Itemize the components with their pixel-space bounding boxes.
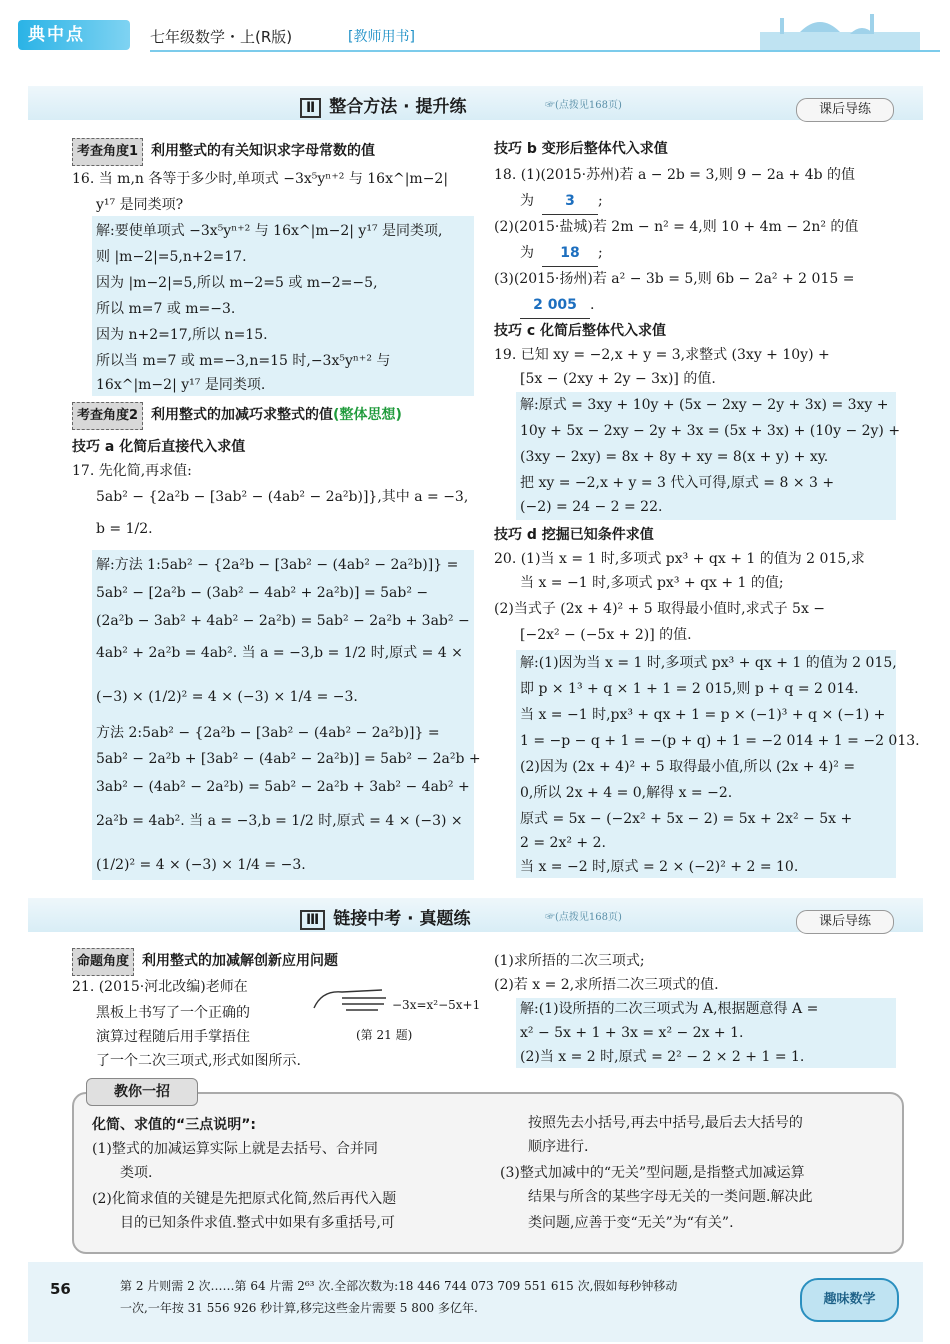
q18-label: 为 (520, 245, 534, 261)
s17-line: 方法 2:5ab² − {2a²b − [3ab² − (4ab² − 2a²b)]} = (96, 725, 440, 741)
tip-right-line: (3)整式加减中的“无关”型问题,是指整式加减运算 (500, 1165, 805, 1181)
tip-right-line: 类问题,应善于变“无关”为“有关”. (528, 1215, 734, 1231)
q19-line-2: [5x − (2xy + 2y − 3x)] 的值. (520, 371, 716, 387)
q21-line: 黑板上书写了一个正确的 (96, 1005, 250, 1021)
section-3-title (300, 904, 471, 930)
tip-left-line: (1)整式的加减运算实际上就是去括号、合并同 (92, 1141, 378, 1157)
s17-line: 2a²b = 4ab². 当 a = −3,b = 1/2 时,原式 = 4 × (−3) × (96, 813, 463, 829)
tip-c: 技巧 c 化简后整体代入求值 (494, 323, 667, 339)
s17-line: (2a²b − 3ab² + 4ab² − 2a²b) = 5ab² − 2a²b + 3ab² − (96, 613, 470, 629)
s17-line: 5ab² − 2a²b + [3ab² − (4ab² − 2a²b)] = 5ab² − 2a²b + (96, 751, 481, 767)
s20-line: 即 p × 1³ + q × 1 + 1 = 2 015,则 p + q = 2 014. (520, 681, 859, 697)
section-2-title (300, 92, 467, 118)
s20-line: 0,所以 2x + 4 = 0,解得 x = −2. (520, 785, 733, 801)
figure-formula: −3x=x²−5x+1 (392, 998, 481, 1012)
footer-line: 一次,一年按 31 556 926 秒计算,移完这些金片需要 5 800 多亿年. (120, 1301, 478, 1315)
s17-line: (1/2)² = 4 × (−3) × 1/4 = −3. (96, 857, 306, 873)
angle-2-heading (72, 402, 402, 430)
section-3-bar (28, 898, 923, 932)
s16-line: 16x^|m−2| y¹⁷ 是同类项. (96, 377, 266, 393)
s20-line: 1 = −p − q + 1 = −(p + q) + 1 = −2 014 + 1 = −2 013. (520, 733, 920, 749)
q17-line-1: 17. 先化简,再求值: (72, 463, 192, 479)
hand-icon (312, 980, 392, 1020)
tip-left-line: 类项. (120, 1165, 153, 1181)
section-3-note: ☞(点拨见168页) (545, 912, 622, 923)
q19-line-1: 19. 已知 xy = −2,x + y = 3,求整式 (3xy + 10y) + (494, 347, 830, 363)
q18-line-2: (2)(2015·盐城)若 2m − n² = 4,则 10 + 4m − 2n² 的值 (494, 219, 859, 235)
tip-left-line: (2)化简求值的关键是先把原式化简,然后再代入题 (92, 1191, 397, 1207)
q21-line: 21. (2015·河北改编)老师在 (72, 979, 248, 995)
s16-line: 所以 m=7 或 m=−3. (96, 301, 236, 317)
proposition-title: 利用整式的加减解创新应用问题 (142, 953, 339, 969)
s20-line: 当 x = −2 时,原式 = 2 × (−2)² + 2 = 10. (520, 859, 799, 875)
angle-2-title: 利用整式的加减巧求整式的值 (151, 407, 334, 423)
s17-line: 5ab² − [2a²b − (3ab² − 4ab² + 2a²b)] = 5ab² − (96, 585, 429, 601)
s17-line: 3ab² − (4ab² − 2a²b) = 5ab² − 2a²b + 3ab² − 4ab² + (96, 779, 470, 795)
tip-right-line: 顺序进行. (528, 1139, 589, 1155)
q18-blank-3: 2 005 . (520, 292, 594, 319)
angle-1-badge: 考查角度1 (72, 138, 143, 166)
q21-line: 了一个二次三项式,形式如图所示. (96, 1053, 301, 1069)
s16-line: 因为 n+2=17,所以 n=15. (96, 327, 268, 343)
s17-line: 4ab² + 2a²b = 4ab². 当 a = −3,b = 1/2 时,原式 = 4 × (96, 645, 463, 661)
q18-blank-1: 为 3 ; (520, 188, 603, 215)
tip-right-line: 结果与所含的某些字母无关的一类问题.解决此 (528, 1189, 813, 1205)
page-number: 56 (50, 1280, 71, 1298)
s20-line: 2 = 2x² + 2. (520, 835, 606, 851)
answer-18-2: 18 (542, 240, 598, 267)
q18-label: 为 (520, 193, 534, 209)
s19-line: 解:原式 = 3xy + 10y + (5x − 2xy − 2y + 3x) = 3xy + (520, 397, 889, 413)
q18-line-1: 18. (1)(2015·苏州)若 a − 2b = 3,则 9 − 2a + 4b 的值 (494, 167, 856, 183)
q21r-line: (1)求所捂的二次三项式; (494, 953, 645, 969)
tip-title: 化简、求值的“三点说明”: (92, 1117, 257, 1133)
q21r-line: (2)若 x = 2,求所捂二次三项式的值. (494, 977, 719, 993)
tip-heading: 教你一招 (86, 1078, 198, 1106)
q20-line: [−2x² − (−5x + 2)] 的值. (520, 627, 692, 643)
s21-line: (2)当 x = 2 时,原式 = 2² − 2 × 2 + 1 = 1. (520, 1049, 805, 1065)
angle-1-title: 利用整式的有关知识求字母常数的值 (151, 143, 376, 159)
proposition-heading (72, 948, 338, 976)
s20-line: (2)因为 (2x + 4)² + 5 取得最小值,所以 (2x + 4)² = (520, 759, 856, 775)
s16-line: 解:要使单项式 −3x⁵yⁿ⁺² 与 16x^|m−2| y¹⁷ 是同类项, (96, 223, 443, 239)
section-2-bar (28, 86, 923, 120)
q16-line-2: y¹⁷ 是同类项? (96, 197, 184, 213)
s17-line: (−3) × (1/2)² = 4 × (−3) × 1/4 = −3. (96, 689, 358, 705)
brand-logo: 典中点 (18, 20, 130, 50)
section-3-roman: Ⅲ (300, 910, 325, 930)
tip-right-line: 按照先去小括号,再去中括号,最后去大括号的 (528, 1115, 803, 1131)
q16-line-1: 16. 当 m,n 各等于多少时,单项式 −3x⁵yⁿ⁺² 与 16x^|m−2| (72, 171, 449, 187)
q17-line-3: b = 1/2. (96, 521, 153, 537)
q18-blank-2: 为 18 ; (520, 240, 603, 267)
s21-line: x² − 5x + 1 + 3x = x² − 2x + 1. (520, 1025, 744, 1041)
page-header (0, 0, 950, 62)
q20-line: (2)当式子 (2x + 4)² + 5 取得最小值时,求式子 5x − (494, 601, 826, 617)
fun-math-badge: 趣味数学 (800, 1278, 899, 1322)
s20-line: 原式 = 5x − (−2x² + 5x − 2) = 5x + 2x² − 5x + (520, 811, 853, 827)
s17-line: 解:方法 1:5ab² − {2a²b − [3ab² − (4ab² − 2a²b)]} = (96, 557, 459, 573)
s19-line: (−2) = 24 − 2 = 22. (520, 499, 663, 515)
q20-line: 20. (1)当 x = 1 时,多项式 px³ + qx + 1 的值为 2 015,求 (494, 551, 865, 567)
angle-2-badge: 考查角度2 (72, 402, 143, 430)
answer-18-3: 2 005 (520, 292, 590, 319)
header-divider (150, 50, 940, 52)
section-3-title-text: 链接中考 · 真题练 (333, 909, 471, 929)
tip-b: 技巧 b 变形后整体代入求值 (494, 141, 668, 157)
s20-line: 当 x = −1 时,px³ + qx + 1 = p × (−1)³ + q × (−1) + (520, 707, 886, 723)
section-2-tag: 课后导练 (796, 98, 894, 122)
tip-left-line: 目的已知条件求值.整式中如果有多重括号,可 (120, 1215, 395, 1231)
s19-line: (3xy − 2xy) = 8x + 8y + xy = 8(x + y) + xy. (520, 449, 829, 465)
book-title: 七年级数学・上(R版) (150, 28, 293, 46)
angle-2-extra: (整体思想) (333, 407, 402, 423)
figure-caption: (第 21 题) (356, 1028, 413, 1042)
s19-line: 把 xy = −2,x + y = 3 代入可得,原式 = 8 × 3 + (520, 475, 835, 491)
tip-a: 技巧 a 化简后直接代入求值 (72, 439, 246, 455)
s16-line: 所以当 m=7 或 m=−3,n=15 时,−3x⁵yⁿ⁺² 与 (96, 353, 391, 369)
angle-1-heading (72, 138, 375, 166)
proposition-badge: 命题角度 (72, 948, 134, 976)
q18-line-3: (3)(2015·扬州)若 a² − 3b = 5,则 6b − 2a² + 2 015 = (494, 271, 855, 287)
section-2-title-text: 整合方法 · 提升练 (329, 97, 467, 117)
answer-18-1: 3 (542, 188, 598, 215)
q17-line-2: 5ab² − {2a²b − [3ab² − (4ab² − 2a²b)]},其中 a = −3, (96, 489, 469, 505)
book-tag: [教师用书] (348, 29, 415, 45)
section-2-note: ☞(点拨见168页) (545, 100, 622, 111)
s19-line: 10y + 5x − 2xy − 2y + 3x = (5x + 3x) + (10y − 2y) + (520, 423, 901, 439)
skyline-illustration (740, 8, 940, 54)
footer-line: 第 2 片则需 2 次……第 64 片需 2⁶³ 次.全部次数为:18 446 744 073 709 551 615 次,假如每秒钟移动 (120, 1279, 678, 1293)
q21-line: 演算过程随后用手掌捂住 (96, 1029, 250, 1045)
section-3-tag: 课后导练 (796, 910, 894, 934)
section-2-roman: Ⅱ (300, 98, 321, 118)
q20-line: 当 x = −1 时,多项式 px³ + qx + 1 的值; (520, 575, 784, 591)
s16-line: 因为 |m−2|=5,所以 m−2=5 或 m−2=−5, (96, 275, 378, 291)
s20-line: 解:(1)因为当 x = 1 时,多项式 px³ + qx + 1 的值为 2 015, (520, 655, 897, 671)
s21-line: 解:(1)设所捂的二次三项式为 A,根据题意得 A = (520, 1001, 819, 1017)
tip-d: 技巧 d 挖掘已知条件求值 (494, 527, 654, 543)
s16-line: 则 |m−2|=5,n+2=17. (96, 249, 247, 265)
